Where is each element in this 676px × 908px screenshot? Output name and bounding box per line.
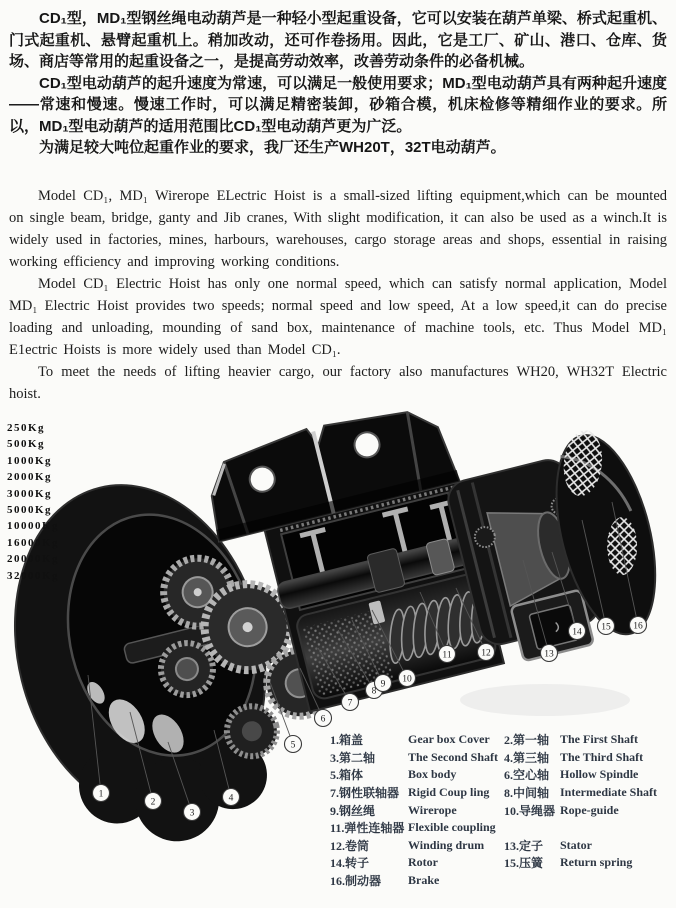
part-cn: 4.第三轴 — [504, 750, 550, 765]
cn-paragraph-2: CD₁型电动葫芦的起升速度为常速，可以满足一般使用要求；MD₁型电动葫芦具有两种起升速度——常速和慢速。慢速工作时，可以满足精密装卸，砂箱合模，机床检修等精细作业的要求。所以，MD₁型电动葫芦的适用范围比CD₁型电动葫芦更为广泛。 — [9, 74, 667, 135]
part-cn: 1.箱盖 — [330, 733, 364, 748]
callout-number-8: 8 — [371, 686, 377, 697]
part-cn: 3.第二轴 — [330, 750, 376, 765]
callout-number-15: 15 — [601, 622, 611, 633]
capacity-label-column — [7, 420, 59, 584]
document-text — [0, 0, 676, 405]
part-cn: 8.中间轴 — [504, 786, 550, 801]
capacity-label: 20000Kg — [7, 553, 60, 566]
callout-number-1: 1 — [98, 789, 104, 800]
capacity-label: 500Kg — [7, 438, 46, 451]
callout-number-2: 2 — [150, 797, 156, 808]
shadow — [460, 684, 630, 716]
capacity-label: 5000Kg — [7, 503, 53, 516]
part-en: The First Shaft — [560, 732, 638, 747]
capacity-label: 3000Kg — [7, 487, 53, 500]
en-paragraph-3: To meet the needs of lifting heavier cargo, our factory also manufactures WH20, WH32T Electric hoist. — [9, 363, 667, 402]
callout-number-16: 16 — [633, 621, 643, 632]
part-cn: 6.空心轴 — [504, 768, 550, 783]
part-cn: 12.卷筒 — [330, 838, 370, 853]
part-en: Wirerope — [408, 802, 457, 817]
fan-mesh — [607, 517, 637, 575]
callout-number-14: 14 — [572, 627, 582, 638]
chinese-section — [9, 8, 667, 159]
callout-number-10: 10 — [402, 674, 412, 685]
part-en: Rigid Coup ling — [408, 785, 490, 800]
part-cn: 7.钢性联轴器 — [330, 786, 400, 801]
capacity-label: 16000Kg — [7, 536, 60, 549]
part-cn: 10.导绳器 — [504, 803, 556, 818]
callout-number-4: 4 — [228, 793, 234, 804]
part-en: Winding drum — [408, 837, 485, 852]
part-cn: 15.压簧 — [504, 856, 544, 871]
part-en: Hollow Spindle — [560, 767, 639, 782]
part-cn: 13.定子 — [504, 838, 544, 853]
part-en: Flexible coupling — [408, 820, 496, 835]
en-paragraph-2: Model CD₁ Electric Hoist has only one normal speed, which can satisfy normal application, Model MD₁ Electric Hoist provides two speeds; normal speed and low speed, At a low speed,it can do precise loading and unloading, mounding of sand box, maintenance of machine tools, etc. Thus Model MD₁ E1ectric Hoists is more widely used than Model CD₁. — [9, 275, 667, 358]
capacity-label: 1000Kg — [7, 454, 53, 467]
parts-legend — [330, 731, 657, 889]
part-cn: 5.箱体 — [330, 768, 364, 783]
part-en: Gear box Cover — [408, 732, 490, 747]
en-paragraph-1: Model CD₁, MD₁ Wirerope ELectric Hoist is a small-sized lifting equipment,which can be mounted on single beam, bridge, ganty and Jib cranes, With slight modification, it can also be used as a winch.It is widely used in factories, mines, harbours, warehouses, cargo storage areas and shops, essential in raising working efficiency and improving working conditions. — [9, 187, 667, 270]
callout-number-5: 5 — [290, 740, 296, 751]
capacity-label: 10000Kg — [7, 520, 60, 533]
callout-number-3: 3 — [189, 808, 195, 819]
callout-number-9: 9 — [380, 679, 386, 690]
part-cn: 14.转子 — [330, 856, 370, 871]
part-en: Return spring — [560, 855, 633, 870]
part-en: Box body — [408, 767, 457, 782]
callout-number-12: 12 — [481, 648, 491, 659]
capacity-label: 250Kg — [7, 422, 46, 434]
callout-number-7: 7 — [347, 698, 353, 709]
part-en: Brake — [408, 873, 440, 888]
part-cn: 11.弹性连轴器 — [330, 821, 405, 836]
part-cn: 9.钢丝绳 — [330, 803, 376, 818]
capacity-label: 32000Kg — [7, 569, 60, 582]
part-en: Rotor — [408, 855, 438, 870]
cn-paragraph-1: CD₁型，MD₁型钢丝绳电动葫芦是一种轻小型起重设备，它可以安装在葫芦单梁、桥式起重机、门式起重机、悬臂起重机上。稍加改动，还可作卷扬用。因此，它是工厂、矿山、港口、仓库、货场、商店等常用的起重设备之一，是提高劳动效率，改善劳动条件的必备机械。 — [9, 10, 667, 70]
part-en: Intermediate Shaft — [560, 785, 657, 800]
callout-number-11: 11 — [442, 650, 452, 661]
part-en: Stator — [560, 837, 592, 852]
capacity-label: 2000Kg — [7, 471, 53, 484]
part-en: Rope-guide — [560, 802, 619, 817]
part-cn: 16.制动器 — [330, 874, 382, 889]
callout-number-6: 6 — [320, 714, 326, 725]
callout-number-13: 13 — [544, 649, 554, 660]
english-section — [9, 185, 667, 405]
part-cn: 2.第一轴 — [504, 733, 550, 748]
cn-paragraph-3: 为满足较大吨位起重作业的要求，我厂还生产WH20T，32T电动葫芦。 — [39, 139, 506, 156]
part-en: The Second Shaft — [408, 749, 499, 764]
part-en: The Third Shaft — [560, 749, 644, 764]
